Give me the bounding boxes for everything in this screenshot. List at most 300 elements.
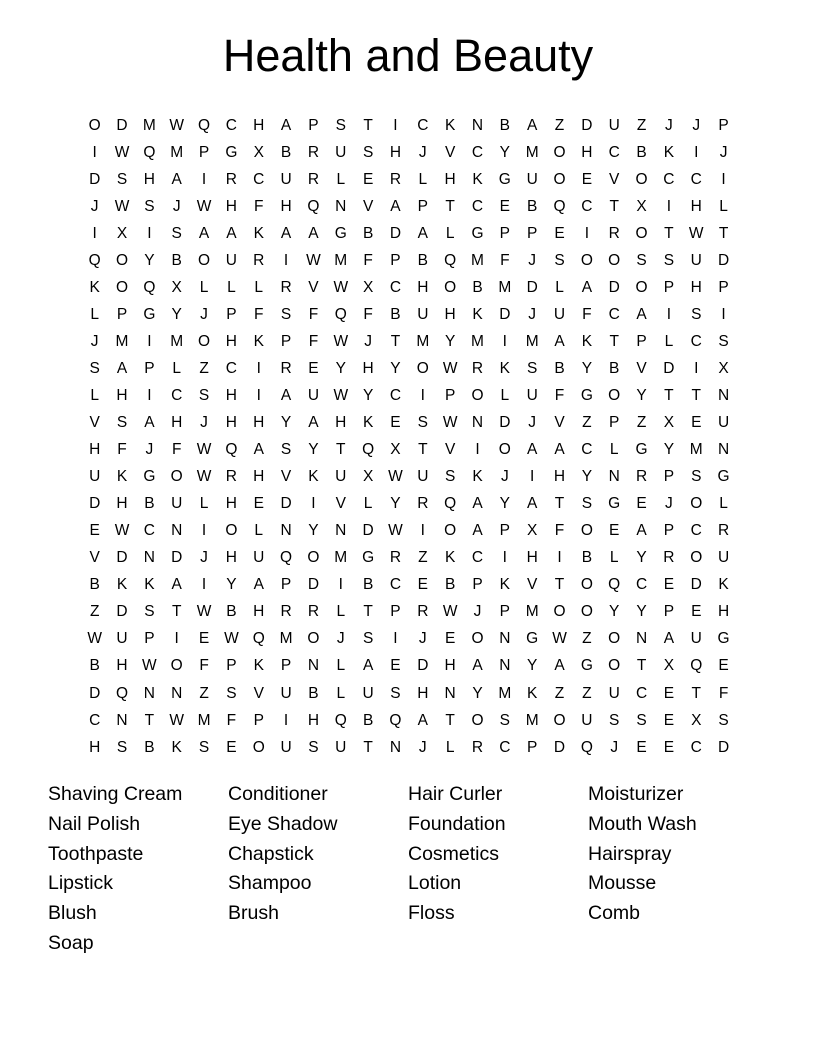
grid-cell: F xyxy=(308,305,319,323)
grid-cell: K xyxy=(253,657,264,675)
grid-cell: S xyxy=(581,495,593,513)
grid-cell: I xyxy=(311,495,316,513)
grid-cell: O xyxy=(690,495,703,513)
grid-cell: P xyxy=(609,414,620,432)
grid-cell: O xyxy=(416,359,429,377)
grid-cell: G xyxy=(143,305,156,323)
grid-cell: P xyxy=(390,603,401,621)
grid-cell: H xyxy=(116,386,128,404)
grid-cell: S xyxy=(390,684,401,702)
grid-cell: S xyxy=(636,711,647,729)
grid-cell: Y xyxy=(527,657,538,675)
grid-cell: R xyxy=(389,549,402,567)
grid-cell: L xyxy=(336,603,346,621)
word-item: Shaving Cream xyxy=(48,783,183,805)
grid-cell: L xyxy=(445,738,455,756)
grid-cell: O xyxy=(307,630,320,648)
grid-cell: Y xyxy=(581,468,593,486)
grid-cell: D xyxy=(116,116,128,134)
grid-cell: O xyxy=(580,251,593,269)
grid-cell: J xyxy=(418,630,427,648)
grid-cell: V xyxy=(527,576,538,594)
grid-cell: W xyxy=(333,278,349,296)
grid-cell: M xyxy=(525,332,539,350)
grid-cell: L xyxy=(500,386,510,404)
grid-cell: A xyxy=(527,116,538,134)
grid-cell: P xyxy=(663,468,675,486)
grid-cell: G xyxy=(362,549,375,567)
grid-cell: E xyxy=(691,414,702,432)
grid-cell: H xyxy=(225,414,237,432)
grid-cell: J xyxy=(200,549,208,567)
grid-cell: O xyxy=(307,549,320,567)
grid-cell: P xyxy=(663,603,675,621)
grid-cell: B xyxy=(362,224,374,242)
grid-cell: A xyxy=(362,657,374,675)
grid-cell: K xyxy=(718,576,729,594)
grid-cell: L xyxy=(336,170,346,188)
grid-cell: S xyxy=(116,738,128,756)
grid-cell: G xyxy=(717,630,730,648)
grid-cell: B xyxy=(390,305,401,323)
grid-cell: T xyxy=(171,603,182,621)
grid-cell: C xyxy=(499,738,511,756)
grid-cell: C xyxy=(581,197,593,215)
grid-cell: K xyxy=(663,143,675,161)
grid-cell: J xyxy=(364,332,372,350)
grid-cell: C xyxy=(690,738,702,756)
word-item: Soap xyxy=(48,931,94,954)
grid-cell: B xyxy=(89,576,100,594)
grid-cell: K xyxy=(472,305,483,323)
grid-cell: I xyxy=(475,441,480,459)
grid-cell: L xyxy=(254,522,264,540)
grid-cell: B xyxy=(527,197,538,215)
grid-cell: Q xyxy=(444,495,457,513)
grid-cell: H xyxy=(225,386,237,404)
grid-cell: I xyxy=(666,197,672,215)
grid-cell: J xyxy=(665,495,673,513)
grid-cell: D xyxy=(690,576,702,594)
grid-cell: M xyxy=(197,711,211,729)
grid-cell: A xyxy=(390,197,401,215)
word-item: Conditioner xyxy=(228,783,328,805)
word-item: Eye Shadow xyxy=(228,812,338,835)
grid-cell: D xyxy=(171,549,183,567)
grid-cell: J xyxy=(90,332,99,350)
grid-cell: S xyxy=(499,711,510,729)
grid-cell: T xyxy=(636,657,647,675)
grid-cell: B xyxy=(144,495,155,513)
word-item: Chapstick xyxy=(228,842,314,865)
grid-cell: K xyxy=(116,576,128,594)
grid-cell: L xyxy=(664,332,674,350)
grid-cell: X xyxy=(718,359,729,377)
grid-cell: Q xyxy=(143,278,156,296)
grid-cell: I xyxy=(201,170,207,188)
grid-cell: A xyxy=(308,414,319,432)
grid-cell: A xyxy=(171,170,182,188)
grid-cell: V xyxy=(335,495,346,513)
grid-cell: J xyxy=(665,116,673,134)
grid-cell: I xyxy=(502,332,507,350)
grid-cell: K xyxy=(499,359,510,377)
grid-cell: U xyxy=(280,170,292,188)
grid-cell: P xyxy=(472,576,483,594)
grid-cell: J xyxy=(418,738,427,756)
grid-cell: I xyxy=(721,305,726,323)
grid-cell: A xyxy=(171,576,182,594)
grid-cell: S xyxy=(554,251,565,269)
grid-cell: F xyxy=(554,522,565,540)
grid-cell: V xyxy=(253,684,264,702)
puzzle-title: Health and Beauty xyxy=(222,30,594,81)
grid-cell: A xyxy=(527,441,538,459)
grid-cell: R xyxy=(253,251,265,269)
grid-cell: L xyxy=(719,197,728,215)
grid-cell: U xyxy=(335,468,347,486)
grid-cell: C xyxy=(143,522,155,540)
grid-cell: V xyxy=(89,414,100,432)
grid-cell: C xyxy=(690,332,702,350)
grid-cell: D xyxy=(608,278,620,296)
grid-cell: P xyxy=(390,251,401,269)
grid-cell: Z xyxy=(636,414,647,432)
grid-cell: K xyxy=(171,738,182,756)
grid-cell: M xyxy=(525,711,539,729)
grid-cell: I xyxy=(666,305,672,323)
grid-cell: R xyxy=(635,468,648,486)
grid-cell: E xyxy=(444,630,456,648)
grid-cell: F xyxy=(171,441,182,459)
grid-cell: Z xyxy=(636,116,647,134)
grid-cell: N xyxy=(635,630,648,648)
grid-cell: D xyxy=(389,224,402,242)
grid-cell: I xyxy=(147,386,152,404)
grid-cell: W xyxy=(333,386,349,404)
grid-cell: T xyxy=(664,224,674,242)
grid-cell: O xyxy=(198,332,211,350)
grid-cell: T xyxy=(445,711,455,729)
grid-cell: P xyxy=(499,224,510,242)
grid-cell: I xyxy=(92,143,97,161)
grid-cell: Y xyxy=(390,359,401,377)
grid-cell: H xyxy=(253,468,265,486)
grid-cell: L xyxy=(719,495,728,513)
grid-cell: V xyxy=(444,143,456,161)
grid-cell: U xyxy=(717,414,730,432)
grid-cell: O xyxy=(553,170,566,188)
grid-cell: S xyxy=(663,251,675,269)
grid-cell: J xyxy=(200,414,208,432)
grid-cell: O xyxy=(690,549,703,567)
grid-cell: P xyxy=(144,359,155,377)
grid-cell: E xyxy=(198,630,210,648)
grid-cell: I xyxy=(694,143,699,161)
grid-cell: S xyxy=(144,603,155,621)
grid-cell: Q xyxy=(198,116,211,134)
grid-cell: I xyxy=(256,386,261,404)
grid-cell: Z xyxy=(582,414,592,432)
grid-cell: S xyxy=(280,441,292,459)
grid-cell: A xyxy=(636,522,647,540)
grid-cell: A xyxy=(554,657,565,675)
grid-cell: C xyxy=(690,522,702,540)
grid-cell: Z xyxy=(554,116,565,134)
grid-cell: H xyxy=(253,603,265,621)
grid-cell: P xyxy=(280,332,292,350)
grid-cell: I xyxy=(147,332,152,350)
grid-cell: F xyxy=(117,441,127,459)
grid-cell: Y xyxy=(226,576,237,594)
grid-cell: G xyxy=(334,224,347,242)
grid-cell: D xyxy=(89,495,101,513)
grid-cell: X xyxy=(116,224,128,242)
grid-cell: C xyxy=(417,116,429,134)
grid-cell: B xyxy=(581,549,593,567)
grid-cell: K xyxy=(144,576,155,594)
grid-cell: R xyxy=(717,522,730,540)
grid-cell: J xyxy=(418,143,427,161)
grid-cell: S xyxy=(89,359,100,377)
grid-cell: B xyxy=(89,657,100,675)
word-item: Lipstick xyxy=(48,872,114,895)
grid-cell: I xyxy=(393,630,398,648)
grid-cell: Z xyxy=(89,603,100,621)
grid-cell: Q xyxy=(334,305,347,323)
grid-cell: D xyxy=(116,549,128,567)
grid-cell: S xyxy=(116,170,128,188)
grid-cell: V xyxy=(636,359,647,377)
grid-cell: B xyxy=(362,576,374,594)
grid-cell: K xyxy=(472,468,483,486)
grid-cell: C xyxy=(471,197,484,215)
grid-cell: N xyxy=(444,684,456,702)
grid-cell: T xyxy=(718,224,729,242)
grid-cell: T xyxy=(664,386,674,404)
grid-cell: K xyxy=(116,468,128,486)
grid-cell: Y xyxy=(636,549,647,567)
grid-cell: L xyxy=(172,359,182,377)
grid-cell: I xyxy=(502,549,507,567)
grid-cell: K xyxy=(527,684,538,702)
grid-cell: Y xyxy=(663,441,675,459)
grid-cell: O xyxy=(170,657,183,675)
grid-cell: N xyxy=(608,468,620,486)
grid-cell: I xyxy=(174,630,179,648)
grid-cell: I xyxy=(584,224,590,242)
grid-cell: P xyxy=(663,278,675,296)
grid-cell: C xyxy=(225,359,237,377)
grid-cell: A xyxy=(554,441,565,459)
grid-cell: N xyxy=(143,684,155,702)
grid-cell: K xyxy=(362,414,374,432)
grid-cell: O xyxy=(170,468,183,486)
grid-cell: S xyxy=(335,116,346,134)
grid-cell: L xyxy=(445,224,455,242)
grid-cell: O xyxy=(498,441,511,459)
grid-cell: D xyxy=(553,738,566,756)
grid-cell: K xyxy=(444,116,456,134)
grid-cell: L xyxy=(90,386,99,404)
grid-cell: H xyxy=(335,414,347,432)
grid-cell: U xyxy=(171,495,183,513)
grid-cell: J xyxy=(528,305,537,323)
grid-cell: G xyxy=(717,468,730,486)
grid-cell: A xyxy=(253,576,264,594)
grid-cell: E xyxy=(663,684,675,702)
grid-cell: G xyxy=(471,224,484,242)
grid-cell: E xyxy=(663,711,675,729)
grid-cell: E xyxy=(417,576,428,594)
grid-cell: X xyxy=(362,278,374,296)
grid-cell: O xyxy=(198,251,211,269)
word-list xyxy=(48,780,788,959)
grid-cell: P xyxy=(527,738,538,756)
grid-cell: I xyxy=(256,359,261,377)
grid-cell: M xyxy=(689,441,703,459)
grid-cell: B xyxy=(362,711,374,729)
grid-cell: B xyxy=(499,116,510,134)
grid-cell: H xyxy=(417,684,429,702)
grid-cell: E xyxy=(253,495,264,513)
grid-cell: H xyxy=(526,549,538,567)
word-item: Floss xyxy=(408,902,455,925)
grid-cell: U xyxy=(362,684,374,702)
grid-cell: C xyxy=(225,116,237,134)
grid-cell: Q xyxy=(362,441,375,459)
grid-cell: A xyxy=(581,278,593,296)
grid-cell: P xyxy=(198,143,210,161)
grid-cell: Y xyxy=(472,684,483,702)
grid-cell: N xyxy=(171,522,183,540)
grid-cell: A xyxy=(472,657,483,675)
grid-cell: M xyxy=(525,143,539,161)
grid-cell: D xyxy=(89,684,101,702)
grid-cell: Q xyxy=(225,441,238,459)
grid-cell: C xyxy=(635,576,648,594)
grid-cell: W xyxy=(442,603,458,621)
grid-cell: B xyxy=(171,251,182,269)
grid-cell: I xyxy=(147,224,152,242)
grid-cell: I xyxy=(721,170,726,188)
grid-cell: C xyxy=(171,386,183,404)
grid-cell: U xyxy=(526,170,538,188)
grid-cell: W xyxy=(169,711,185,729)
grid-cell: W xyxy=(114,143,130,161)
grid-cell: O xyxy=(444,278,457,296)
grid-cell: P xyxy=(280,576,292,594)
grid-cell: A xyxy=(554,332,565,350)
grid-cell: I xyxy=(283,251,289,269)
grid-cell: T xyxy=(609,332,619,350)
grid-cell: E xyxy=(89,522,100,540)
grid-cell: R xyxy=(307,143,320,161)
grid-cell: K xyxy=(253,224,264,242)
grid-cell: S xyxy=(198,738,210,756)
grid-cell: S xyxy=(444,468,456,486)
grid-cell: U xyxy=(417,305,429,323)
grid-cell: D xyxy=(581,116,593,134)
grid-cell: T xyxy=(390,332,401,350)
grid-cell: I xyxy=(557,549,562,567)
grid-cell: S xyxy=(171,224,182,242)
grid-cell: O xyxy=(608,251,621,269)
grid-cell: S xyxy=(362,143,374,161)
grid-cell: A xyxy=(116,359,128,377)
grid-cell: P xyxy=(280,657,292,675)
grid-cell: Y xyxy=(444,332,456,350)
grid-cell: N xyxy=(335,197,347,215)
grid-cell: R xyxy=(608,224,620,242)
grid-cell: K xyxy=(581,332,593,350)
grid-cell: C xyxy=(389,386,402,404)
grid-cell: W xyxy=(442,414,458,432)
grid-cell: N xyxy=(280,522,292,540)
grid-cell: S xyxy=(636,251,647,269)
grid-cell: E xyxy=(308,359,319,377)
grid-cell: O xyxy=(115,278,129,296)
grid-cell: E xyxy=(499,197,510,215)
grid-cell: O xyxy=(580,603,593,621)
grid-cell: F xyxy=(308,332,319,350)
grid-cell: I xyxy=(201,522,207,540)
grid-cell: Z xyxy=(582,684,592,702)
grid-cell: M xyxy=(334,251,348,269)
grid-cell: B xyxy=(280,143,292,161)
grid-cell: N xyxy=(171,684,183,702)
grid-cell: H xyxy=(89,738,101,756)
grid-cell: C xyxy=(581,441,593,459)
grid-cell: X xyxy=(253,143,264,161)
word-search-grid xyxy=(81,112,737,761)
grid-cell: W xyxy=(306,251,321,269)
grid-cell: T xyxy=(144,711,155,729)
grid-cell: H xyxy=(444,305,456,323)
word-list-column xyxy=(228,780,408,959)
grid-cell: P xyxy=(308,116,319,134)
grid-cell: B xyxy=(636,143,647,161)
grid-cell: Y xyxy=(144,251,155,269)
grid-cell: F xyxy=(554,386,565,404)
grid-cell: X xyxy=(390,441,401,459)
grid-cell: F xyxy=(226,711,237,729)
grid-cell: W xyxy=(142,657,157,675)
grid-cell: H xyxy=(280,197,292,215)
grid-cell: W xyxy=(196,197,212,215)
grid-cell: X xyxy=(663,414,675,432)
grid-cell: U xyxy=(417,468,429,486)
grid-cell: F xyxy=(363,251,373,269)
grid-cell: R xyxy=(417,603,429,621)
grid-cell: Q xyxy=(334,711,347,729)
grid-cell: H xyxy=(116,657,128,675)
grid-cell: W xyxy=(388,522,403,540)
word-list-column xyxy=(408,780,588,959)
grid-cell: T xyxy=(363,738,373,756)
grid-cell: D xyxy=(280,495,292,513)
word-item: Lotion xyxy=(408,872,462,895)
grid-cell: O xyxy=(88,116,101,134)
grid-cell: L xyxy=(336,657,346,675)
grid-cell: M xyxy=(416,332,430,350)
grid-cell: D xyxy=(499,305,511,323)
grid-cell: A xyxy=(663,630,675,648)
grid-cell: H xyxy=(143,170,155,188)
grid-cell: C xyxy=(663,170,675,188)
grid-cell: O xyxy=(553,143,566,161)
grid-cell: S xyxy=(609,711,620,729)
